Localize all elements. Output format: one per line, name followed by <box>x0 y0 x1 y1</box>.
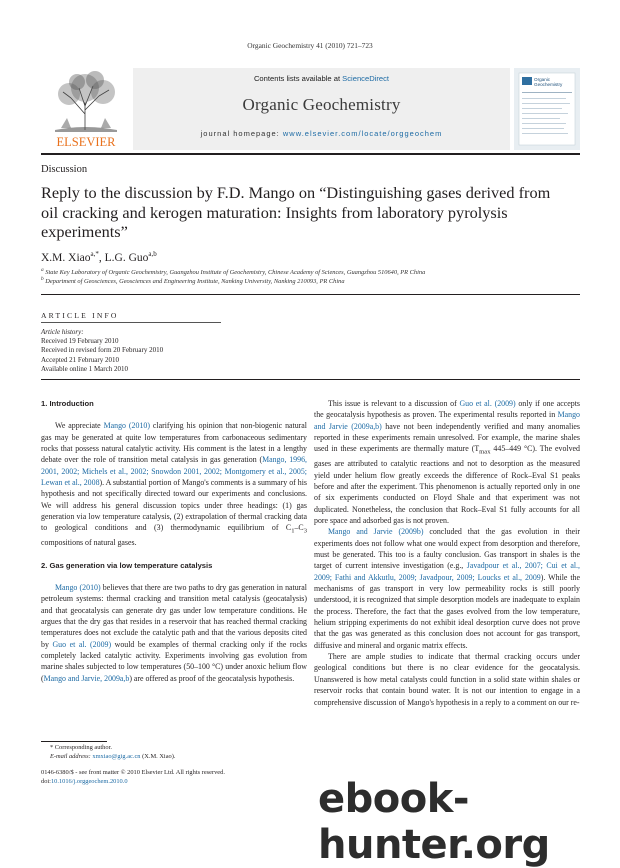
copyright-line: 0146-6380/$ - see front matter © 2010 Elsevier Ltd. All rights reserved. <box>41 769 225 776</box>
citation-link[interactable]: Mango and Jarvie (2009a,b) <box>314 410 580 431</box>
elsevier-wordmark: ELSEVIER <box>56 135 116 149</box>
left-column <box>41 398 307 684</box>
sciencedirect-link[interactable]: ScienceDirect <box>342 74 390 83</box>
author-separator: , <box>98 251 105 264</box>
citation-link[interactable]: Mango, 1996, 2001, 2002; Michels et al., 2002; Snowdon 2001, 2002; Montgomery et al., 2005; Lewan et al., 2008 <box>41 455 307 488</box>
citation-link[interactable]: Guo et al. (2009) <box>52 639 112 649</box>
journal-title: Organic Geochemistry <box>242 95 401 114</box>
info-divider <box>41 379 580 380</box>
email-label: E-mail address: <box>50 753 93 760</box>
affiliation-b <box>41 275 581 287</box>
text-run: We appreciate <box>55 421 104 431</box>
text-run: 445–449 °C). The evolved gases are attributed to catalytic reactions and not to desorption as the measured yield under helium flow greatly exceeds the difference of Rock–Eval S1 peaks before and after the experiment. This phenomenon is actually reported only in one of six experiments conducted on Floyd Shale and that experiment was not duplicated. Nonetheless, the conclusion that Rock–Eval S1 fully accounts for all pore space and adsorbed gas is not proven. <box>314 444 580 526</box>
elsevier-logo <box>41 68 131 150</box>
corresponding-author-note: * Corresponding author. <box>50 744 112 751</box>
citation-link[interactable]: Javadpour et al., 2007; Cui et al., 2009; Fathi and Akkutlu, 2009; Javadpour, 2009; Loucks et al., 2009 <box>314 561 580 582</box>
contents-prefix: Contents lists available at <box>253 74 343 83</box>
section-heading-gas-generation: 2. Gas generation via low temperature catalysis <box>41 560 213 570</box>
text-run: would be examples of thermal cracking only if the rocks completely lacked catalytic activity. Experiments involving gas evolution from marine shales subjected to low temperatures (50–100 °C) under anoxic helium flow ( <box>41 639 307 683</box>
masthead-divider <box>41 153 580 155</box>
journal-cover-thumbnail <box>514 68 580 150</box>
author-affiliation-mark: a,b <box>148 250 157 258</box>
title-divider <box>41 294 580 295</box>
right-column <box>314 398 580 708</box>
text-run: believes that there are two paths to dry gas generation in natural petroleum systems: thermal cracking and transition metal catalysis (geocatalysis) and that geocatalysis can generate dry gas under low temperature conditions. He argues that the dry gas that resides in a reservoir that has reached thermal cracking temperatures does not exclude the catalytic path and that the various deposits cited by <box>41 583 307 649</box>
footnote-divider <box>41 741 107 742</box>
journal-reference: Organic Geochemistry 41 (2010) 721–723 <box>247 41 373 50</box>
text-run: concluded that the gas evolution in their experiments does not follow what one would expect from desorption and therefore, must be generated. This too is a faulty conclusion. Gas transport in shales is the target of current intensive investigation (e.g., <box>314 527 580 571</box>
affiliation-mark: b <box>41 276 44 282</box>
history-accepted: Accepted 21 February 2010 <box>41 355 119 364</box>
text-run: –C <box>294 523 304 533</box>
history-online: Available online 1 March 2010 <box>41 364 128 373</box>
text-run: have not been independently verified and many anomalies reported in these experiments remain unresolved. For example, the marine shales used in these experiments are thermally mature (T <box>314 421 580 454</box>
text-run: only if one accepts the geocatalysis hypothesis as proven. The experimental results reported in <box>314 399 581 420</box>
citation-link[interactable]: Mango and Jarvie, 2009a,b <box>43 673 130 683</box>
text-run: ). While the mechanisms of gas transport in very low permeability rocks is still poorly understood, it is recognized that simple desorption models are inadequate to explain the process. Therefore, the fact that the gases evolved from the low temperature, helium stripping experiments do not exhibit ideal desorption curve does not prove that the gas was generated as this conclusion does not account for gas transport, diffusive and mineral and organic matrix effects. <box>314 572 581 650</box>
doi-link[interactable]: 10.1016/j.orggeochem.2010.0 <box>50 778 128 785</box>
affiliation-mark: a <box>41 267 44 273</box>
citation-link[interactable]: Mango and Jarvie (2009b) <box>328 527 424 537</box>
text-run: This issue is relevant to a discussion of <box>328 399 460 408</box>
history-revised: Received in revised form 20 February 2010 <box>41 346 164 355</box>
contents-line <box>133 74 510 83</box>
affiliation-text: Department of Geosciences, Geosciences and Engineering Institute, Nanking University, Nanking 210093, PR China <box>45 278 345 286</box>
email-link[interactable]: xmxiao@gig.ac.cn <box>92 753 141 760</box>
subscript: 3 <box>303 528 307 536</box>
article-info-heading: ARTICLE INFO <box>41 311 119 320</box>
article-title: Reply to the discussion by F.D. Mango on “Distinguishing gases derived from oil cracking and kerogen maturation: Insights from laboratory pyrolysis experiments” <box>41 183 551 241</box>
author-list <box>41 250 157 264</box>
subscript: max <box>479 448 491 456</box>
doi-prefix: doi: <box>41 778 51 785</box>
homepage-link[interactable]: www.elsevier.com/locate/orggeochem <box>282 129 443 138</box>
citation-link[interactable]: Mango (2010) <box>103 421 150 431</box>
author-affiliation-mark: a,* <box>90 250 99 258</box>
email-note <box>50 753 175 762</box>
author-name[interactable]: L.G. Guo <box>104 251 149 264</box>
text-run: compositions of natural gases. <box>41 538 137 548</box>
article-history <box>41 328 163 374</box>
text-run: clarifying his opinion that non-biogenic natural gas may be generated at quite low temperatures from carbonaceous sedimentary rocks that possess natural catalytic activity. His comment is the latest in a lengthy debate over the role of transition metal catalysis in gas generation ( <box>41 421 307 465</box>
doi-line <box>41 778 128 787</box>
text-run: ) are offered as proof of the geocatalysis hypothesis. <box>129 673 295 683</box>
author-name[interactable]: X.M. Xiao <box>41 251 91 264</box>
paragraph-desorption <box>314 526 580 651</box>
email-suffix: (X.M. Xiao). <box>140 753 176 760</box>
cover-title-line2: Geochemistry <box>534 82 563 87</box>
paragraph-gas-generation <box>41 582 307 684</box>
paragraph-relevance <box>314 398 580 526</box>
citation-link[interactable]: Guo et al. (2009) <box>459 399 516 408</box>
history-label: Article history: <box>41 328 84 336</box>
article-section-label: Discussion <box>41 164 88 175</box>
affiliation-text: State Key Laboratory of Organic Geochemistry, Guangzhou Institute of Geochemistry, Chinese Academy of Sciences, Guangzhou 510640, PR China <box>45 269 426 277</box>
section-heading-introduction: 1. Introduction <box>41 399 94 408</box>
subscript: 1 <box>291 528 295 536</box>
article-info-divider <box>41 322 221 323</box>
history-received: Received 19 February 2010 <box>41 337 119 346</box>
watermark: ebook-hunter.org <box>318 776 550 868</box>
citation-link[interactable]: Mango (2010) <box>55 583 101 593</box>
cover-title-line1: Organic <box>534 77 551 82</box>
text-run: ). A substantial portion of Mango's comments is a summary of his hypothesis and not specifically directed toward our experiments and conclusions. We will address his general discussion topics under three headings: (1) gas generation via low temperature catalysis, (2) extrapolation of thermal cracking data to geological conditions and (3) thermodynamic equilibrium of C <box>41 478 307 533</box>
paragraph-thermal-cracking: There are ample studies to indicate that thermal cracking occurs under geological conditions but there is no clear evidence for the geocatalysis. Unanswered is how metal catalysts could function in a solid state within shales or reservoir rocks that contain bound water. It is not our intention to engage in a comprehensive discussion of Mango's hypothesis in a reply to a comment on our re- <box>314 652 580 707</box>
journal-homepage <box>133 129 510 138</box>
paragraph-introduction <box>41 420 307 548</box>
homepage-prefix: journal homepage: <box>200 129 283 138</box>
